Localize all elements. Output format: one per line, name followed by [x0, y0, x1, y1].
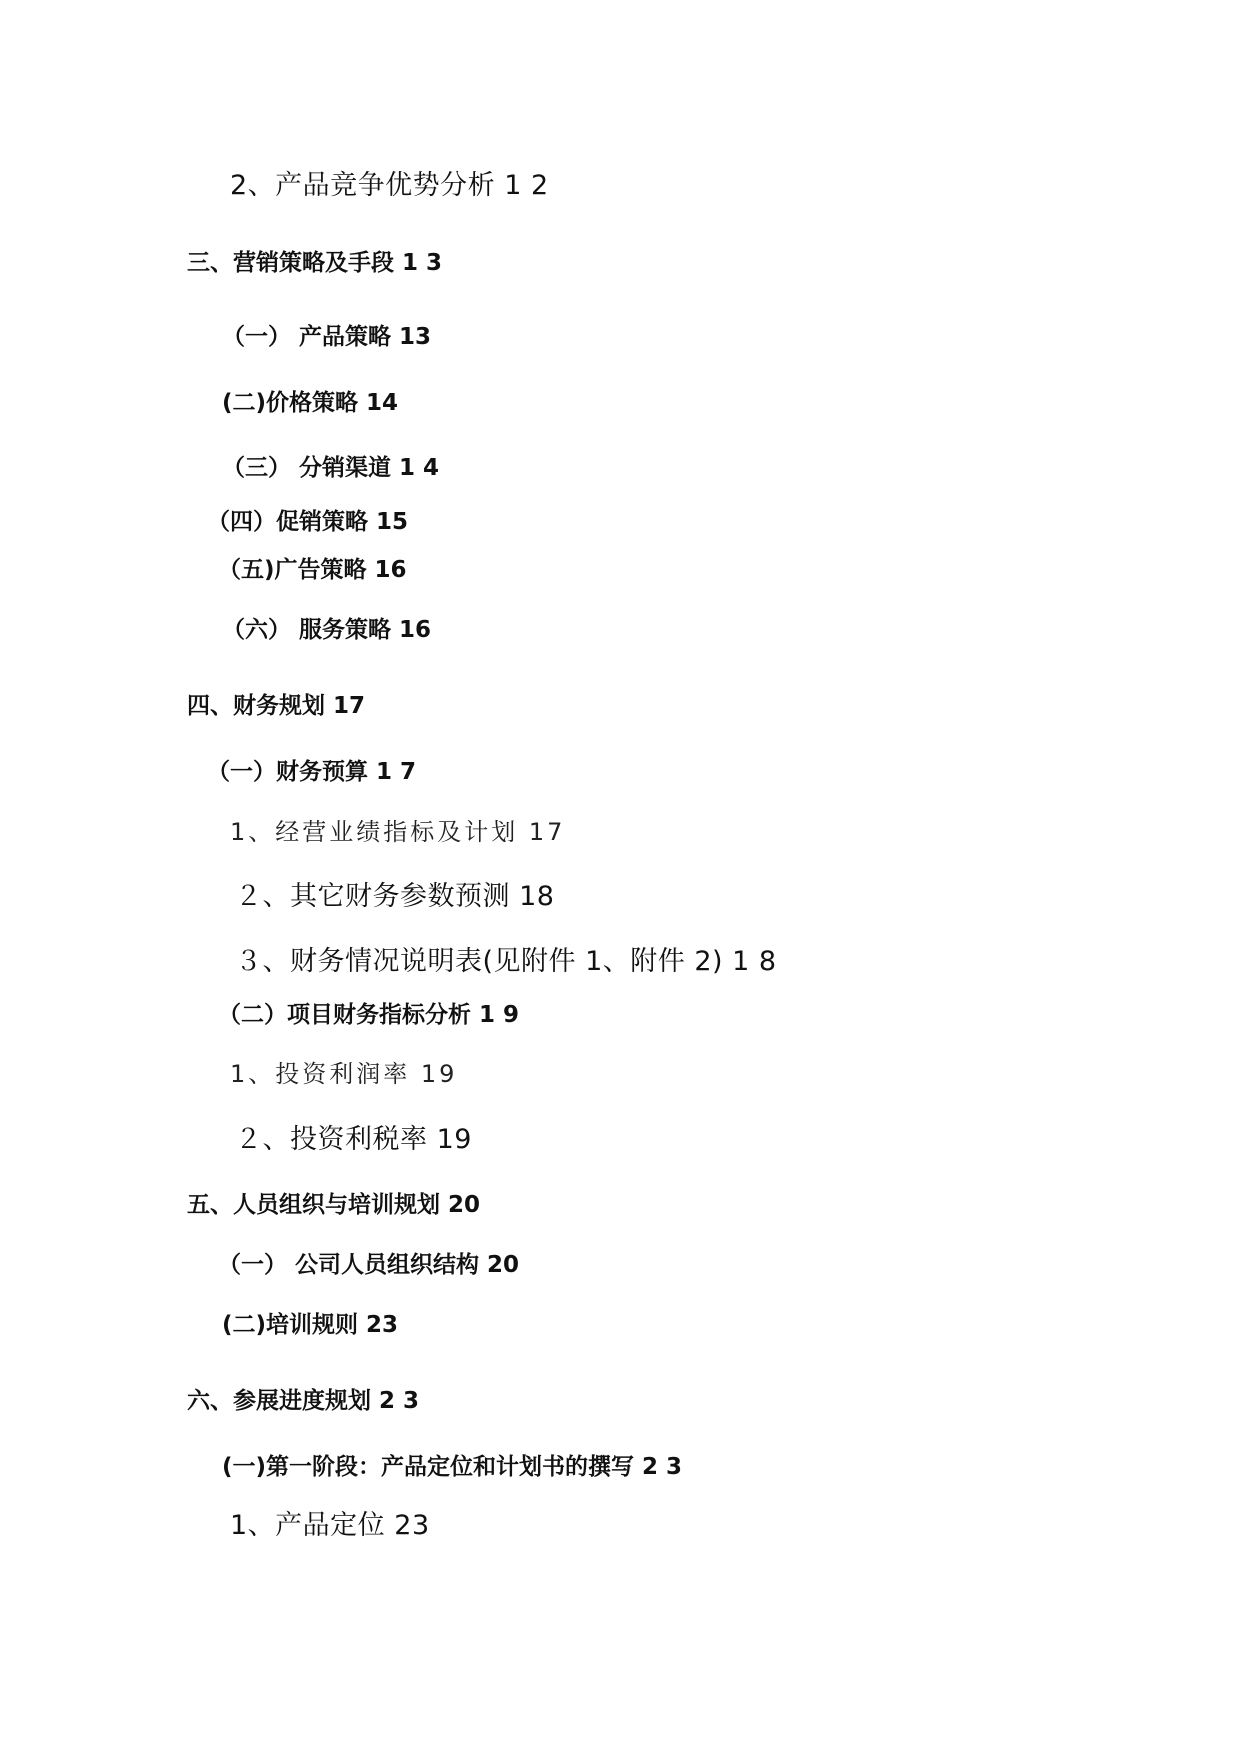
- toc-entry: （三） 分销渠道 1 4: [222, 455, 440, 481]
- toc-entry: 三、营销策略及手段 1 3: [187, 250, 443, 276]
- toc-entry: (二)价格策略 14: [222, 390, 399, 416]
- toc-entry: （一）财务预算 1 7: [207, 759, 417, 785]
- toc-entry: 六、参展进度规划 2 3: [187, 1388, 420, 1414]
- toc-entry: ２、其它财务参数预测 18: [235, 881, 555, 912]
- toc-entry: （一） 公司人员组织结构 20: [218, 1252, 520, 1278]
- toc-entry: （六） 服务策略 16: [222, 617, 432, 643]
- toc-entry: （五)广告策略 16: [218, 557, 407, 583]
- toc-entry: 1、产品定位 23: [230, 1510, 430, 1541]
- toc-entry: 五、人员组织与培训规划 20: [187, 1192, 481, 1218]
- toc-entry: （一） 产品策略 13: [222, 324, 432, 350]
- toc-entry: 1、经营业绩指标及计划 17: [230, 818, 566, 846]
- toc-entry: （四）促销策略 15: [207, 509, 409, 535]
- toc-entry: (一)第一阶段：产品定位和计划书的撰写 2 3: [222, 1454, 683, 1480]
- toc-entry: 四、财务规划 17: [187, 693, 366, 719]
- toc-entry: ２、投资利税率 19: [235, 1124, 472, 1155]
- toc-entry: ３、财务情况说明表(见附件 1、附件 2) 1 8: [235, 946, 777, 977]
- toc-entry: (二)培训规则 23: [222, 1312, 399, 1338]
- toc-entry: （二）项目财务指标分析 1 9: [218, 1002, 520, 1028]
- toc-entry: 1、投资利润率 19: [230, 1060, 458, 1088]
- toc-entry: 2、产品竞争优势分析 1 2: [230, 170, 549, 201]
